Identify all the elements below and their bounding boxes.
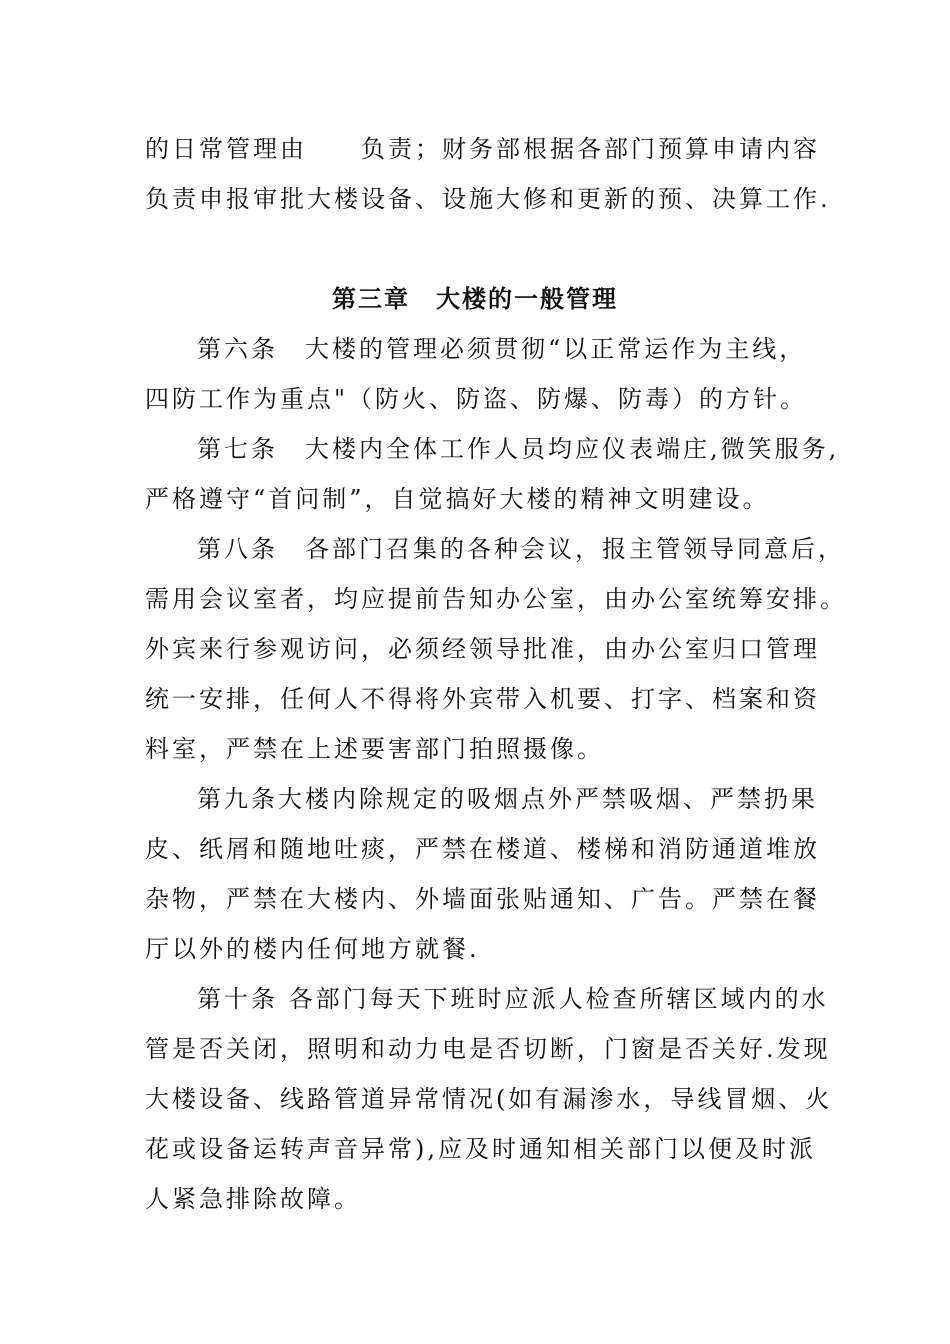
article9-line-2: 皮、纸屑和随地吐痰，严禁在楼道、楼梯和消防通道堆放 bbox=[145, 835, 820, 863]
article10-line-5: 人紧急排除故障。 bbox=[145, 1185, 361, 1213]
intro-line-2: 负责申报审批大楼设备、设施大修和更新的预、决算工作. bbox=[145, 185, 831, 213]
article8-line-1: 第八条 各部门召集的各种会议，报主管领导同意后， bbox=[197, 535, 845, 563]
article8-line-5: 料室，严禁在上述要害部门拍照摄像。 bbox=[145, 735, 604, 763]
article8-line-3: 外宾来行参观访问，必须经领导批准，由办公室归口管理 bbox=[145, 635, 820, 663]
article6-line-2: 四防工作为重点"（防火、防盗、防爆、防毒）的方针。 bbox=[145, 385, 808, 413]
article10-line-2: 管是否关闭，照明和动力电是否切断，门窗是否关好.发现 bbox=[145, 1035, 831, 1063]
article7-line-1: 第七条 大楼内全体工作人员均应仪表端庄,微笑服务, bbox=[197, 435, 840, 463]
intro-line-1: 的日常管理由 负责；财务部根据各部门预算申请内容 bbox=[145, 135, 820, 163]
article9-line-1: 第九条大楼内除规定的吸烟点外严禁吸烟、严禁扔果 bbox=[197, 785, 818, 813]
article8-line-2: 需用会议室者，均应提前告知办公室，由办公室统筹安排。 bbox=[145, 585, 847, 613]
article8-line-4: 统一安排，任何人不得将外宾带入机要、打字、档案和资 bbox=[145, 685, 820, 713]
chapter-heading: 第三章 大楼的一般管理 bbox=[332, 284, 618, 313]
article9-line-3: 杂物，严禁在大楼内、外墙面张贴通知、广告。严禁在餐 bbox=[145, 885, 820, 913]
article6-line-1: 第六条 大楼的管理必须贯彻“以正常运作为主线， bbox=[197, 335, 807, 363]
article10-line-1: 第十条 各部门每天下班时应派人检查所辖区域内的水 bbox=[197, 985, 829, 1013]
article10-line-4: 花或设备运转声音异常),应及时通知相关部门以便及时派 bbox=[145, 1135, 816, 1163]
article7-line-2: 严格遵守“首问制”，自觉搞好大楼的精神文明建设。 bbox=[145, 485, 770, 513]
article9-line-4: 厅以外的楼内任何地方就餐. bbox=[145, 935, 480, 963]
article10-line-3: 大楼设备、线路管道异常情况(如有漏渗水，导线冒烟、火 bbox=[145, 1085, 833, 1113]
